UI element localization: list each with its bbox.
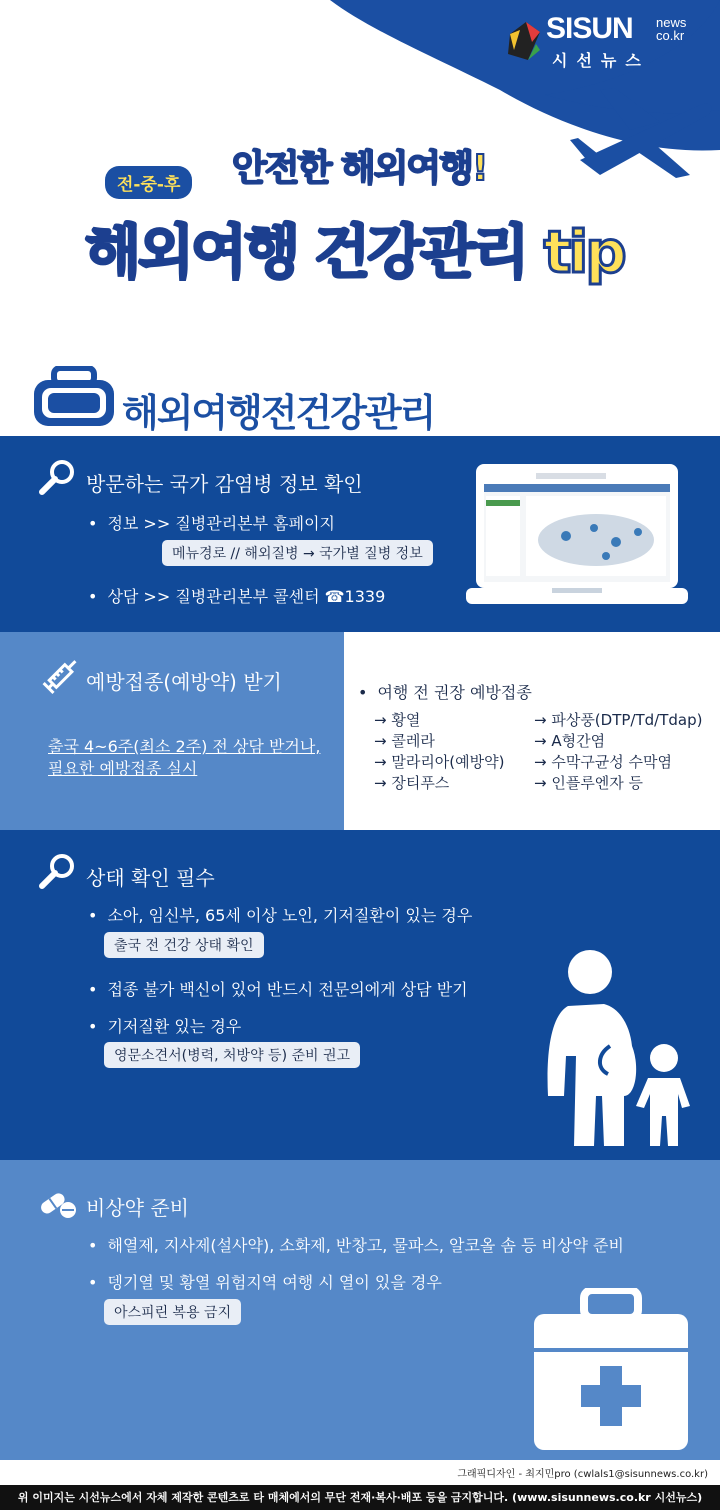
header-badge: 전-중-후 [105, 166, 192, 199]
logo-mark-icon [506, 20, 544, 62]
section-vaccination [0, 632, 344, 830]
section-condition-check [0, 830, 720, 1160]
section4-item2-pill: 아스피린 복용 금지 [104, 1299, 241, 1325]
vaccine-list-title: • 여행 전 권장 예방접종 [358, 680, 532, 703]
section2-heading: 예방접종(예방약) 받기 [86, 670, 282, 694]
logo [506, 12, 706, 72]
logo-domain: news co.kr [656, 15, 687, 43]
copyright-footer: 위 이미지는 시선뉴스에서 자체 제작한 콘텐츠로 타 매체에서의 무단 전재·복사·배포 등을 금지합니다. (www.sisunnews.co.kr 시선뉴스) [0, 1485, 720, 1510]
header [0, 0, 720, 345]
section4-item2: • 뎅기열 및 황열 위험지역 여행 시 열이 있을 경우 [88, 1270, 442, 1293]
vaccine-list-col1 [374, 710, 504, 794]
section1-heading: 방문하는 국가 감염병 정보 확인 [86, 472, 363, 496]
section1-item1: • 정보 >> 질병관리본부 홈페이지 [88, 511, 335, 534]
section4-item1: • 해열제, 지사제(설사약), 소화제, 반창고, 물파스, 알코올 솜 등 비상약 준비 [88, 1233, 624, 1256]
vaccine-item: → 파상풍(DTP/Td/Tdap) [534, 711, 703, 729]
suitcase-icon [32, 366, 116, 428]
section1-item1-pill: 메뉴경로 // 해외질병 → 국가별 질병 정보 [162, 540, 433, 566]
pills-icon [38, 1186, 78, 1222]
magnifier-icon [38, 458, 76, 496]
logo-korean: 시선뉴스 [552, 51, 650, 70]
section-title: 해외여행전건강관리 [122, 391, 435, 435]
section3-heading: 상태 확인 필수 [86, 866, 215, 890]
first-aid-kit-icon [530, 1288, 692, 1454]
syringe-icon [40, 654, 84, 698]
vaccine-item: → 장티푸스 [374, 774, 450, 792]
section2-description: 출국 4~6주(최소 2주) 전 상담 받거나, 필요한 예방접종 실시 [48, 737, 321, 778]
magnifier-icon [38, 852, 76, 890]
section4-heading: 비상약 준비 [86, 1196, 189, 1220]
vaccine-item: → 황열 [374, 711, 421, 729]
mother-child-icon [540, 946, 700, 1156]
section3-item1-pill: 출국 전 건강 상태 확인 [104, 932, 264, 958]
section3-item3: • 기저질환 있는 경우 [88, 1014, 241, 1037]
page-title: 해외여행 건강관리 tip [85, 218, 624, 286]
laptop-website-icon [466, 460, 688, 608]
vaccine-item: → 수막구균성 수막염 [534, 753, 673, 771]
vaccine-item: → 콜레라 [374, 732, 435, 750]
section3-item2: • 접종 불가 백신이 있어 반드시 전문의에게 상담 받기 [88, 977, 468, 1000]
section-disease-info [0, 436, 720, 632]
credit: 그래픽디자인 - 최지민pro (cwlals1@sisunnews.co.kr) [457, 1469, 708, 1480]
vaccine-list-col2 [534, 710, 702, 794]
section-vaccination-list [344, 632, 720, 830]
section1-item2: • 상담 >> 질병관리본부 콜센터 ☎1339 [88, 584, 385, 607]
vaccine-item: → 인플루엔자 등 [534, 774, 644, 792]
vaccine-item: → 말라리아(예방약) [374, 753, 505, 771]
section3-item3-pill: 영문소견서(병력, 처방약 등) 준비 권고 [104, 1042, 360, 1068]
section3-item1: • 소아, 임신부, 65세 이상 노인, 기저질환이 있는 경우 [88, 903, 472, 926]
vaccine-item: → A형간염 [534, 732, 606, 750]
section-emergency-medicine [0, 1160, 720, 1460]
header-subtitle: 안전한 해외여행! [232, 148, 487, 189]
logo-brand: SISUN [546, 12, 633, 45]
